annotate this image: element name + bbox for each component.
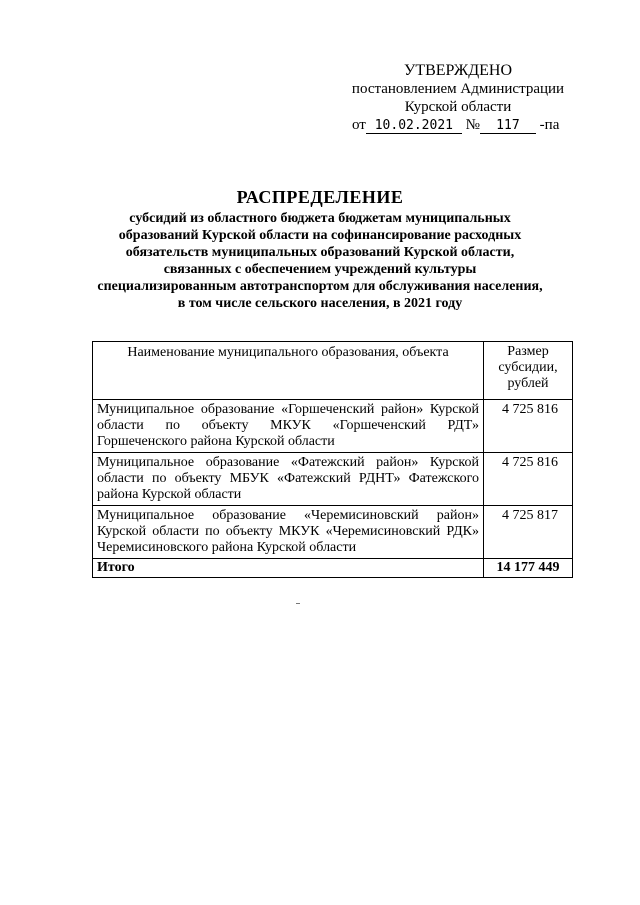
number-suffix: -па	[539, 117, 560, 133]
number-sign: №	[465, 117, 480, 133]
approval-line-2: Курской области	[404, 99, 512, 115]
total-amount: 14 177 449	[484, 559, 573, 578]
approval-dateline	[338, 116, 578, 134]
subtitle-line-3: обязательств муниципальных образований Курской области,	[125, 245, 515, 260]
scan-mark	[296, 603, 300, 604]
approval-title: УТВЕРЖДЕНО	[403, 62, 512, 79]
subtitle-line-4: связанных с обеспечением учреждений культуры	[163, 262, 477, 277]
row-amount: 4 725 817	[484, 506, 573, 559]
row-name: Муниципальное образование «Черемисиновский район» Курской области по объекту МКУК «Черемисиновский РДК» Черемисиновского района Курской области	[93, 506, 484, 559]
row-amount: 4 725 816	[484, 400, 573, 453]
header-name: Наименование муниципального образования, объекта	[93, 342, 484, 400]
subsidy-table	[92, 341, 573, 578]
subtitle-line-2: образований Курской области на софинансирование расходных	[118, 228, 522, 243]
table-row	[93, 400, 573, 453]
header-amount: Размер субсидии, рублей	[484, 342, 573, 400]
table-row	[93, 453, 573, 506]
subtitle-line-6: в том числе сельского населения, в 2021 году	[177, 296, 463, 311]
subtitle-line-1: субсидий из областного бюджета бюджетам муниципальных	[129, 211, 511, 226]
date-prefix: от	[352, 117, 366, 133]
document-title: РАСПРЕДЕЛЕНИЕ	[236, 187, 404, 207]
total-label: Итого	[93, 559, 484, 578]
approval-date: 10.02.2021	[366, 118, 462, 134]
row-amount: 4 725 816	[484, 453, 573, 506]
table-header-row	[93, 342, 573, 400]
row-name: Муниципальное образование «Горшеченский район» Курской области по объекту МКУК «Горшеченский РДТ» Горшеченского района Курской области	[93, 400, 484, 453]
table-row	[93, 506, 573, 559]
document-heading	[60, 187, 580, 312]
row-name: Муниципальное образование «Фатежский район» Курской области по объекту МБУК «Фатежский РДНТ» Фатежского района Курской области	[93, 453, 484, 506]
approval-line-1: постановлением Администрации	[351, 81, 565, 97]
subtitle-line-5: специализированным автотранспортом для обслуживания населения,	[97, 279, 543, 294]
approval-stamp	[338, 62, 578, 134]
total-row	[93, 559, 573, 578]
approval-number: 117	[480, 118, 536, 134]
